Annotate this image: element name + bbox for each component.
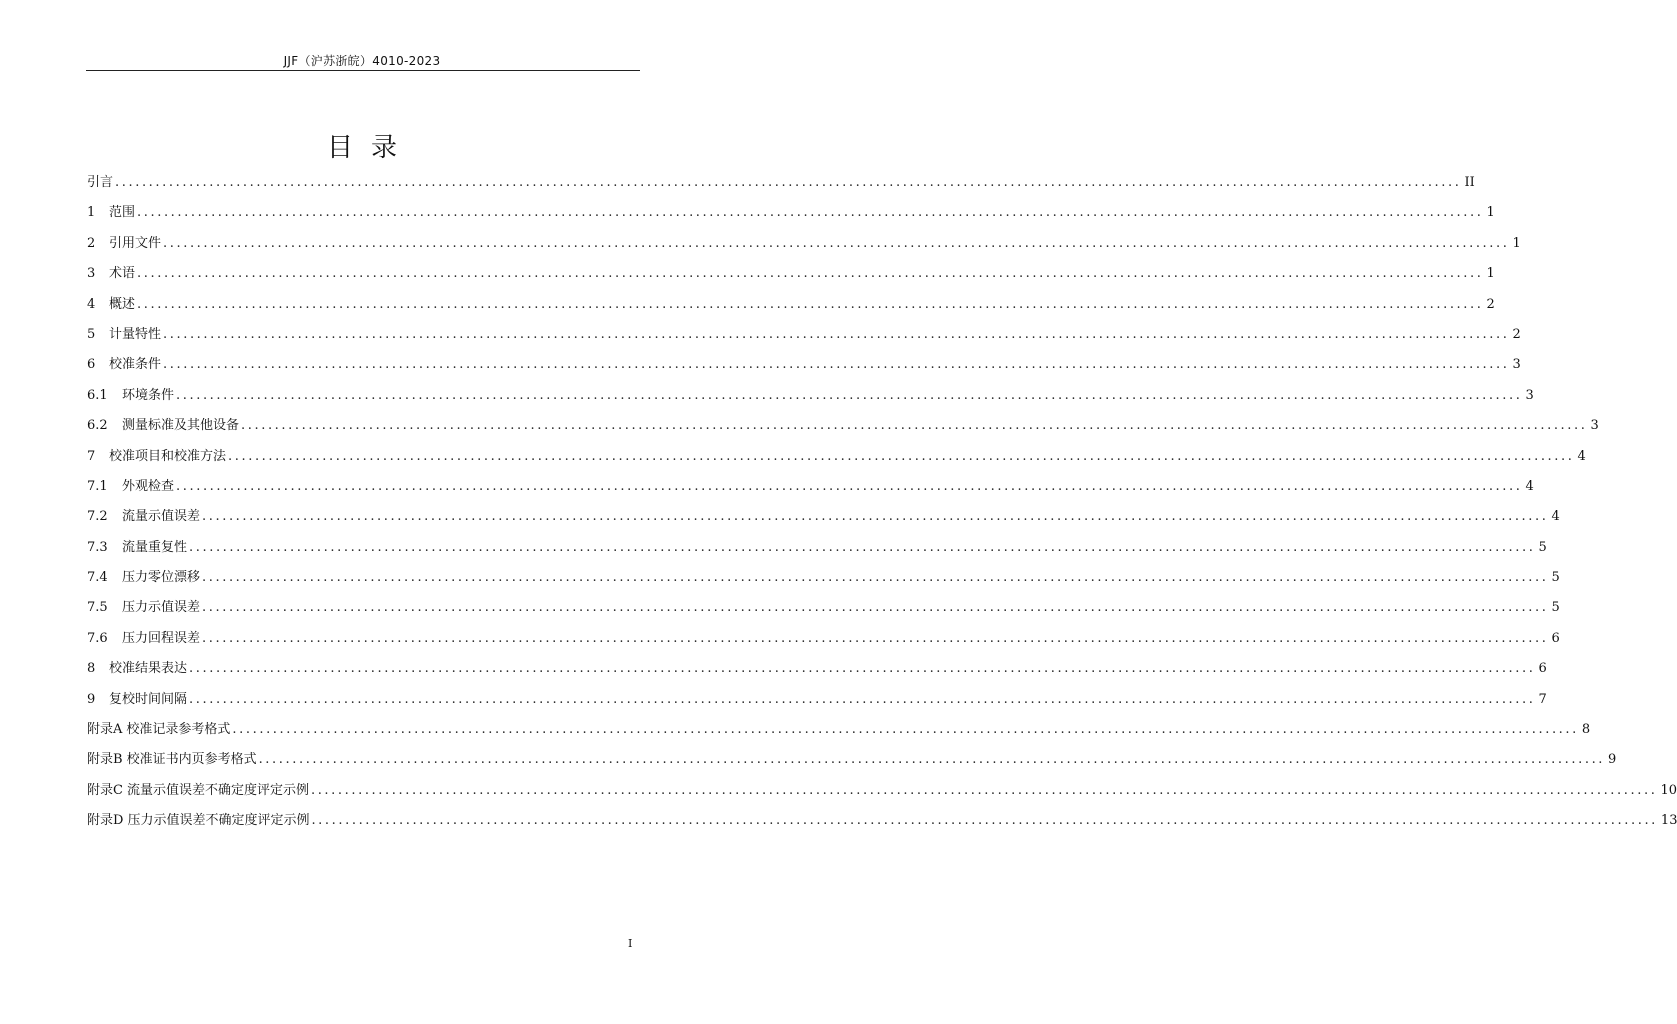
toc-entry-number: 1 (87, 205, 96, 221)
toc-entry-number: 7.1 (87, 478, 108, 494)
toc-entry-page: 5 (1551, 570, 1560, 586)
toc-entry[interactable] (87, 263, 1495, 293)
toc-entry-page: 5 (1551, 600, 1560, 616)
toc-entry-page: 4 (1551, 509, 1560, 525)
toc-entry-page: 1 (1486, 205, 1495, 221)
toc-entry-label: 流量示值误差 (122, 509, 201, 525)
toc-dot-leader: ........................................................................................................................................................................................................ (189, 539, 1536, 555)
toc-entry-page: 3 (1590, 418, 1599, 434)
toc-entry-number: 3 (87, 266, 96, 282)
toc-dot-leader: ........................................................................................................................................................................................................ (202, 600, 1549, 616)
toc-entry[interactable] (87, 476, 1534, 506)
page-title: 目录 (326, 133, 415, 164)
toc-entry-page: 5 (1538, 539, 1547, 555)
running-header: JJF（沪苏浙皖）4010-2023 (283, 54, 441, 68)
toc-entry[interactable] (87, 628, 1560, 658)
toc-entry-number: 5 (87, 326, 96, 342)
toc-dot-leader: ........................................................................................................................................................................................................ (176, 478, 1523, 494)
toc-entry-number: 9 (87, 691, 96, 707)
toc-entry-label: 复校时间间隔 (109, 691, 188, 707)
toc-entry-number: 附录D (87, 813, 124, 829)
toc-entry[interactable] (87, 537, 1547, 567)
toc-entry-label: 校准结果表达 (109, 661, 188, 677)
toc-dot-leader: ........................................................................................................................................................................................................ (163, 326, 1510, 342)
table-of-contents (87, 172, 1677, 841)
toc-entry[interactable] (87, 324, 1521, 354)
toc-entry-page: 2 (1512, 326, 1521, 342)
toc-entry-number: 附录B (87, 752, 123, 768)
toc-entry[interactable] (87, 719, 1591, 749)
toc-entry-number: 2 (87, 235, 96, 251)
toc-entry-number: 7.4 (87, 570, 108, 586)
toc-entry-number: 8 (87, 661, 96, 677)
toc-dot-leader: ........................................................................................................................................................................................................ (310, 782, 1658, 798)
toc-entry-number: 6.1 (87, 387, 108, 403)
toc-entry-label: 流量示值误差不确定度评定示例 (126, 782, 309, 798)
toc-dot-leader: ........................................................................................................................................................................................................ (228, 448, 1575, 464)
toc-entry-number: 4 (87, 296, 96, 312)
page-number: I (628, 937, 633, 950)
toc-dot-leader: ........................................................................................................................................................................................................ (137, 205, 1484, 221)
toc-entry-number: 7.3 (87, 539, 108, 555)
toc-entry-label: 引言 (87, 175, 114, 190)
toc-entry[interactable] (87, 689, 1547, 719)
toc-entry[interactable] (87, 446, 1586, 476)
toc-entry-label: 外观检查 (122, 478, 175, 494)
toc-dot-leader: ........................................................................................................................................................................................................ (115, 175, 1462, 190)
toc-entry-number: 7.2 (87, 509, 108, 525)
toc-entry[interactable] (87, 597, 1560, 627)
toc-entry-page: 3 (1525, 387, 1534, 403)
toc-entry-page: II (1464, 175, 1475, 190)
toc-dot-leader: ........................................................................................................................................................................................................ (137, 266, 1484, 282)
toc-entry-number: 7.5 (87, 600, 108, 616)
toc-dot-leader: ........................................................................................................................................................................................................ (202, 630, 1549, 646)
toc-entry-number: 6.2 (87, 418, 108, 434)
toc-entry-label: 范围 (109, 205, 136, 221)
toc-entry[interactable] (87, 567, 1560, 597)
toc-entry[interactable] (87, 354, 1521, 384)
toc-entry-number: 附录C (87, 782, 123, 798)
toc-entry[interactable] (87, 506, 1560, 536)
toc-entry-label: 压力回程误差 (122, 630, 201, 646)
toc-entry-page: 7 (1538, 691, 1547, 707)
toc-entry-label: 引用文件 (109, 235, 162, 251)
toc-dot-leader: ........................................................................................................................................................................................................ (258, 752, 1606, 768)
toc-entry-number: 附录A (87, 722, 123, 738)
toc-entry-page: 6 (1538, 661, 1547, 677)
toc-entry[interactable] (87, 385, 1534, 415)
toc-dot-leader: ........................................................................................................................................................................................................ (163, 235, 1510, 251)
toc-entry-page: 2 (1486, 296, 1495, 312)
toc-entry-page: 4 (1525, 478, 1534, 494)
toc-entry[interactable] (87, 749, 1617, 779)
toc-entry-label: 流量重复性 (122, 539, 188, 555)
toc-entry-page: 9 (1608, 752, 1617, 768)
toc-entry-label: 术语 (109, 266, 136, 282)
toc-dot-leader: ........................................................................................................................................................................................................ (176, 387, 1523, 403)
toc-entry-label: 校准条件 (109, 357, 162, 373)
toc-dot-leader: ........................................................................................................................................................................................................ (311, 813, 1658, 829)
toc-entry-label: 计量特性 (109, 326, 162, 342)
toc-dot-leader: ........................................................................................................................................................................................................ (189, 691, 1536, 707)
toc-entry[interactable] (87, 294, 1495, 324)
toc-dot-leader: ........................................................................................................................................................................................................ (189, 661, 1536, 677)
toc-entry-label: 压力示值误差 (122, 600, 201, 616)
toc-entry-page: 1 (1512, 235, 1521, 251)
toc-entry-number: 6 (87, 357, 96, 373)
toc-dot-leader: ........................................................................................................................................................................................................ (137, 296, 1484, 312)
toc-entry[interactable] (87, 172, 1475, 202)
toc-entry-page: 8 (1581, 722, 1591, 738)
toc-entry-page: 4 (1577, 448, 1586, 464)
toc-dot-leader: ........................................................................................................................................................................................................ (202, 509, 1549, 525)
toc-dot-leader: ........................................................................................................................................................................................................ (163, 357, 1510, 373)
toc-entry[interactable] (87, 233, 1521, 263)
toc-entry-label: 测量标准及其他设备 (122, 418, 240, 434)
toc-entry-page: 13 (1660, 813, 1677, 829)
toc-dot-leader: ........................................................................................................................................................................................................ (241, 418, 1588, 434)
toc-entry-label: 校准项目和校准方法 (109, 448, 227, 464)
toc-entry-label: 压力示值误差不确定度评定示例 (127, 813, 310, 829)
toc-dot-leader: ........................................................................................................................................................................................................ (202, 570, 1549, 586)
toc-entry[interactable] (87, 810, 1677, 840)
toc-entry[interactable] (87, 415, 1599, 445)
toc-entry-label: 校准记录参考格式 (126, 722, 231, 738)
toc-entry-page: 1 (1486, 266, 1495, 282)
toc-entry-label: 环境条件 (122, 387, 175, 403)
toc-entry[interactable] (87, 202, 1495, 232)
toc-entry-page: 3 (1512, 357, 1521, 373)
toc-entry-number: 7.6 (87, 630, 108, 646)
toc-dot-leader: ........................................................................................................................................................................................................ (232, 722, 1579, 738)
header-rule (86, 70, 640, 71)
toc-entry-page: 10 (1660, 782, 1677, 798)
toc-entry-number: 7 (87, 448, 96, 464)
toc-entry-page: 6 (1551, 630, 1560, 646)
toc-entry-label: 校准证书内页参考格式 (126, 752, 257, 768)
toc-entry[interactable] (87, 658, 1547, 688)
toc-entry[interactable] (87, 780, 1677, 810)
toc-entry-label: 概述 (109, 296, 136, 312)
toc-entry-label: 压力零位漂移 (122, 570, 201, 586)
